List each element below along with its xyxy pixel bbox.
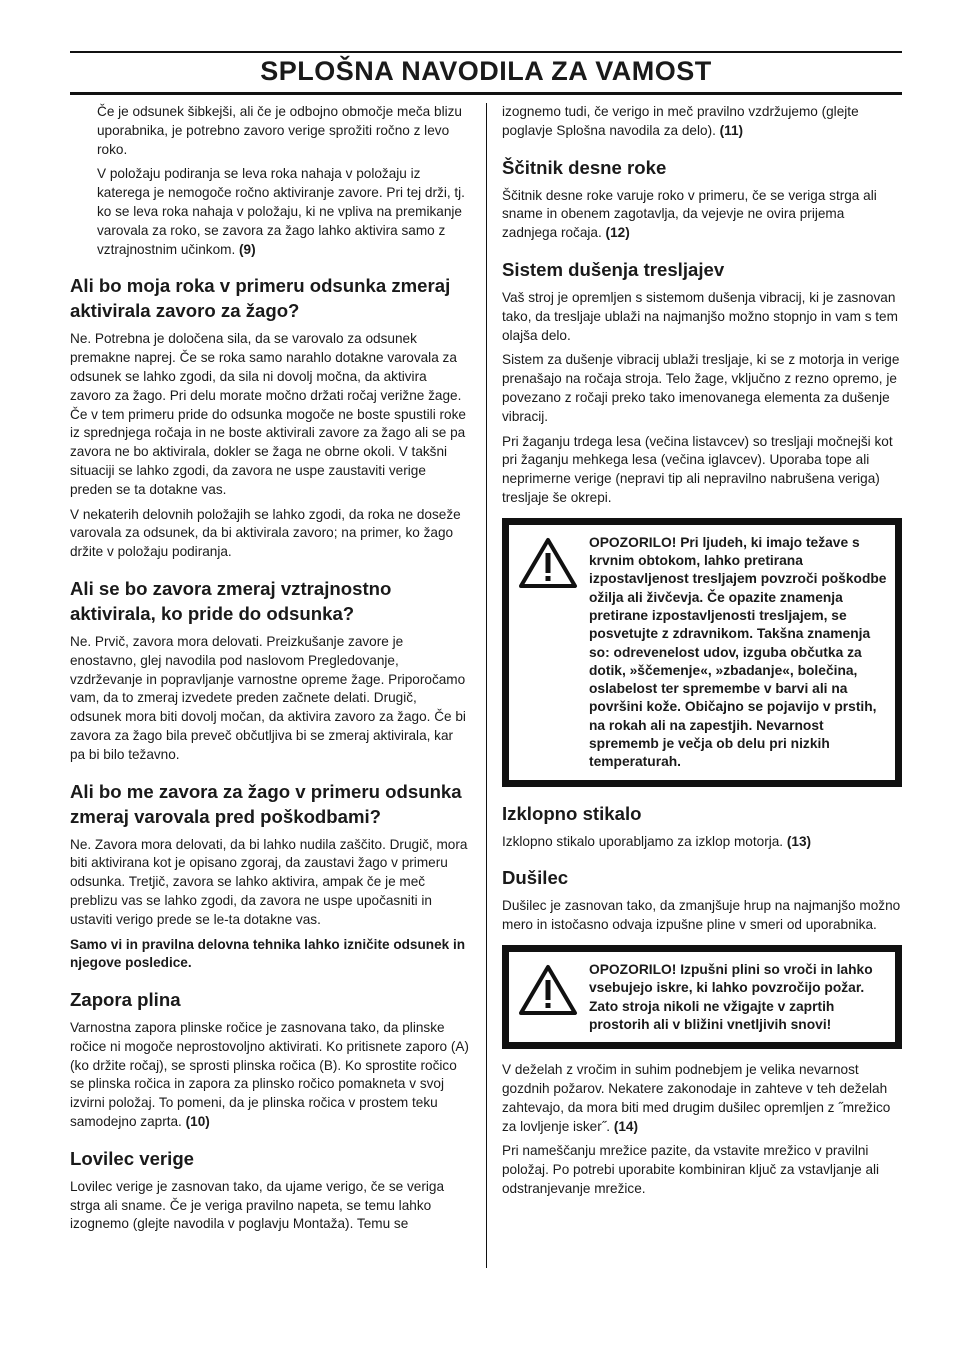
section-heading: Ali bo moja roka v primeru odsunka zmeraj aktivirala zavoro za žago? — [70, 275, 451, 322]
paragraph: Če je odsunek šibkejši, ali če je odbojno območje meča blizu uporabnika, je potrebno zavoro verige sprožiti ročno z levo roko. — [97, 104, 462, 157]
title-rule — [70, 92, 902, 95]
section-heading: Izklopno stikalo — [502, 802, 642, 824]
paragraph: V položaju podiranja se leva roka nahaja v položaju iz katerega je nemogoče ročno aktiviranje zavore. Pri tej drži, tj. ko se leva roka nahaja v položaju, ki ne vpliva na premikanje varovala za roko, se zavora za žago lahko aktivira samo z vztrajnostnim učinkom. (9) — [97, 166, 465, 257]
paragraph: Varnostna zapora plinske ročice je zasnovana tako, da plinske ročice ni mogoče neprostovoljno aktivirati. Ko pritisnete zaporo (A) (ko držite ročaj), se sprosti plinska ročica (B). Ko sprostite ročico se plinska ročica in zapora za plinsko ročico pomakneta v svoj izvirni položaj. To pomeni, da je plinska ročica v prostem teku samodejno zaprta. (10) — [70, 1020, 469, 1130]
section-heading: Sistem dušenja tresljajev — [502, 258, 725, 280]
warning-triangle-icon — [517, 961, 589, 1034]
figure-ref: (11) — [719, 122, 744, 138]
paragraph: Ne. Prvič, zavora mora delovati. Preizkušanje zavore je enostavno, glej navodila pod naslovom Pregledovanje, vzdrževanje in popravljanje varnostne opreme žage. Priporočamo vam, da to zmeraj izvedete preden začnete delati. Drugič, odsunek mora biti dovolj močan, da aktivira zavoro za žago. Če bi zavora za žago bila preveč občutljiva bi se zmeraj aktivirala, kar pa bi bilo težavno. — [70, 633, 466, 762]
warning-text: OPOZORILO! Izpušni plini so vroči in lahko vsebujejo iskre, ki lahko povzročijo požar. Zato stroja nikoli ne vžigajte v zaprtih prostorih ali v bližini vnetljivih snovi! — [589, 962, 873, 1032]
section-heading: Ali bo me zavora za žago v primeru odsunka zmeraj varovala pred poškodbami? — [70, 780, 462, 827]
paragraph: Ne. Zavora mora delovati, da bi lahko nudila zaščito. Drugič, mora biti aktivirana kot je opisano zgoraj, da zaustavi žago v primeru odsunka. Tretjič, zavora se lahko aktivira, ampak če je meč preblizu vas se lahko zgodi, da zavora ne uspe upočasniti in ustaviti verigo prede se le-ta dotakne vas. — [70, 836, 468, 927]
section-heading: Dušilec — [502, 867, 569, 889]
figure-ref: (12) — [605, 225, 630, 241]
paragraph: Vaš stroj je opremljen s sistemom dušenja vibracij, ki je zasnovan tako, da tresljaje ublaži na najmanjšo možno stopnjo in vam s tem olajša delo. — [502, 289, 898, 343]
paragraph: V deželah z vročim in suhim podnebjem je velika nevarnost gozdnih požarov. Nekatere zakonodaje in zahteve v teh deželah zahtevajo, da mora biti med drugim dušilec opremljen z ˝mrežico za lovljenje isker˝. (14) — [502, 1062, 891, 1134]
figure-ref: (13) — [786, 833, 812, 849]
bold-paragraph: Samo vi in pravilna delovna tehnika lahko izničite odsunek in njegove posledice. — [70, 936, 466, 971]
section-heading: Ali se bo zavora zmeraj vztrajnostno aktivirala, ko pride do odsunka? — [70, 577, 392, 624]
figure-ref: (9) — [239, 241, 256, 257]
warning-text: OPOZORILO! Pri ljudeh, ki imajo težave s krvnim obtokom, lahko pretirana izpostavljenost tresljajem povzroči poškodbe ožilja ali živčevja. Če opazite znamenja pretirane izpostavljenosti tresljajem, se posvetujte z zdravnikom. Takšna znamenja so: odrevenelost udov, izguba občutka za dotik, »ščemenje«, »zbadanje«, bolečina, oslabelost ter spremembe v barvi ali na površini kože. Običajno se pojavijo v prstih, na rokah ali na zapestjih. Nevarnost sprememb je večja ob delu pri nizkih temperaturah. — [589, 534, 887, 770]
paragraph: Lovilec verige je zasnovan tako, da ujame verigo, če se veriga strga ali sname. Če je veriga pravilno napeta, se temu lahko izognemo (glejte navodila v poglavju Montaža). Temu se — [70, 1178, 445, 1232]
column-divider — [486, 103, 487, 1268]
page-title: SPLOŠNA NAVODILA ZA VAMOST — [260, 56, 712, 86]
paragraph: V nekaterih delovnih položajih se lahko zgodi, da roka ne doseže varovala za odsunek, da bi aktivirala zavoro; na primer, ko žago držite v položaju podiranja. — [70, 506, 461, 560]
figure-ref: (10) — [185, 1114, 210, 1130]
warning-box — [502, 518, 902, 787]
left-column — [70, 103, 470, 1240]
paragraph: Izklopno stikalo uporabljamo za izklop motorja. (13) — [502, 833, 812, 849]
top-rule — [70, 51, 902, 53]
paragraph: Dušilec je zasnovan tako, da zmanjšuje hrup na najmanjšo možno mero in istočasno odvaja izpušne pline v smeri od uporabnika. — [502, 898, 901, 933]
section-heading: Zapora plina — [70, 989, 181, 1011]
paragraph: Sistem za dušenje vibracij ublaži tresljaje, ki se z motorja in verige prenašajo na ročaja stroja. Telo žage, vključno z rezno opremo, je povezano z ročaji preko tako imenovanega elementa za dušenje vibracij. — [502, 352, 900, 424]
right-column — [502, 103, 902, 1205]
section-heading: Lovilec verige — [70, 1147, 195, 1169]
paragraph: izognemo tudi, če verigo in meč pravilno vzdržujemo (glejte poglavje Splošna navodila za delo). (11) — [502, 104, 859, 138]
figure-ref: (14) — [613, 1118, 639, 1134]
paragraph: Ščitnik desne roke varuje roko v primeru, če se veriga strga ali sname in obenem zagotavlja, da vejevje ne ovira prijema zadnjega ročaja. (12) — [502, 187, 877, 241]
section-heading: Ščitnik desne roke — [502, 156, 667, 178]
paragraph: Pri nameščanju mrežice pazite, da vstavite mrežico v pravilni položaj. Po potrebi uporabite kombiniran ključ za vstavljanje ali odstranjevanje mrežice. — [502, 1143, 880, 1196]
warning-triangle-icon — [517, 534, 589, 772]
warning-box — [502, 945, 902, 1049]
paragraph: Ne. Potrebna je določena sila, da se varovalo za odsunek premakne naprej. Če se roka samo narahlo dotakne varovala za odsunek se lahko zgodi, da sila ni dovolj močna, da aktivira zavoro za žago. Pri delu morate močno držati ročaj verižne žage. Če v tem primeru pride do odsunka mogoče ne boste spustili roke iz sprednjega ročaja in ne boste aktivirali zavore za žago ali se pa zavora ne bo aktivirala, dokler se žaga ne obrne okoli. V takšni situaciji se lahko zgodi, da zavora ne uspe zaustaviti verige preden se ta dotakne vas. — [70, 331, 466, 497]
paragraph: Pri žaganju trdega lesa (večina listavcev) so tresljaji močnejši kot pri žaganju mehkega lesa (večina iglavcev). Uporaba tope ali neprimerne verige (nepravi tip ali nepravilno nabrušena veriga) tresljaje še okrepi. — [502, 433, 893, 505]
